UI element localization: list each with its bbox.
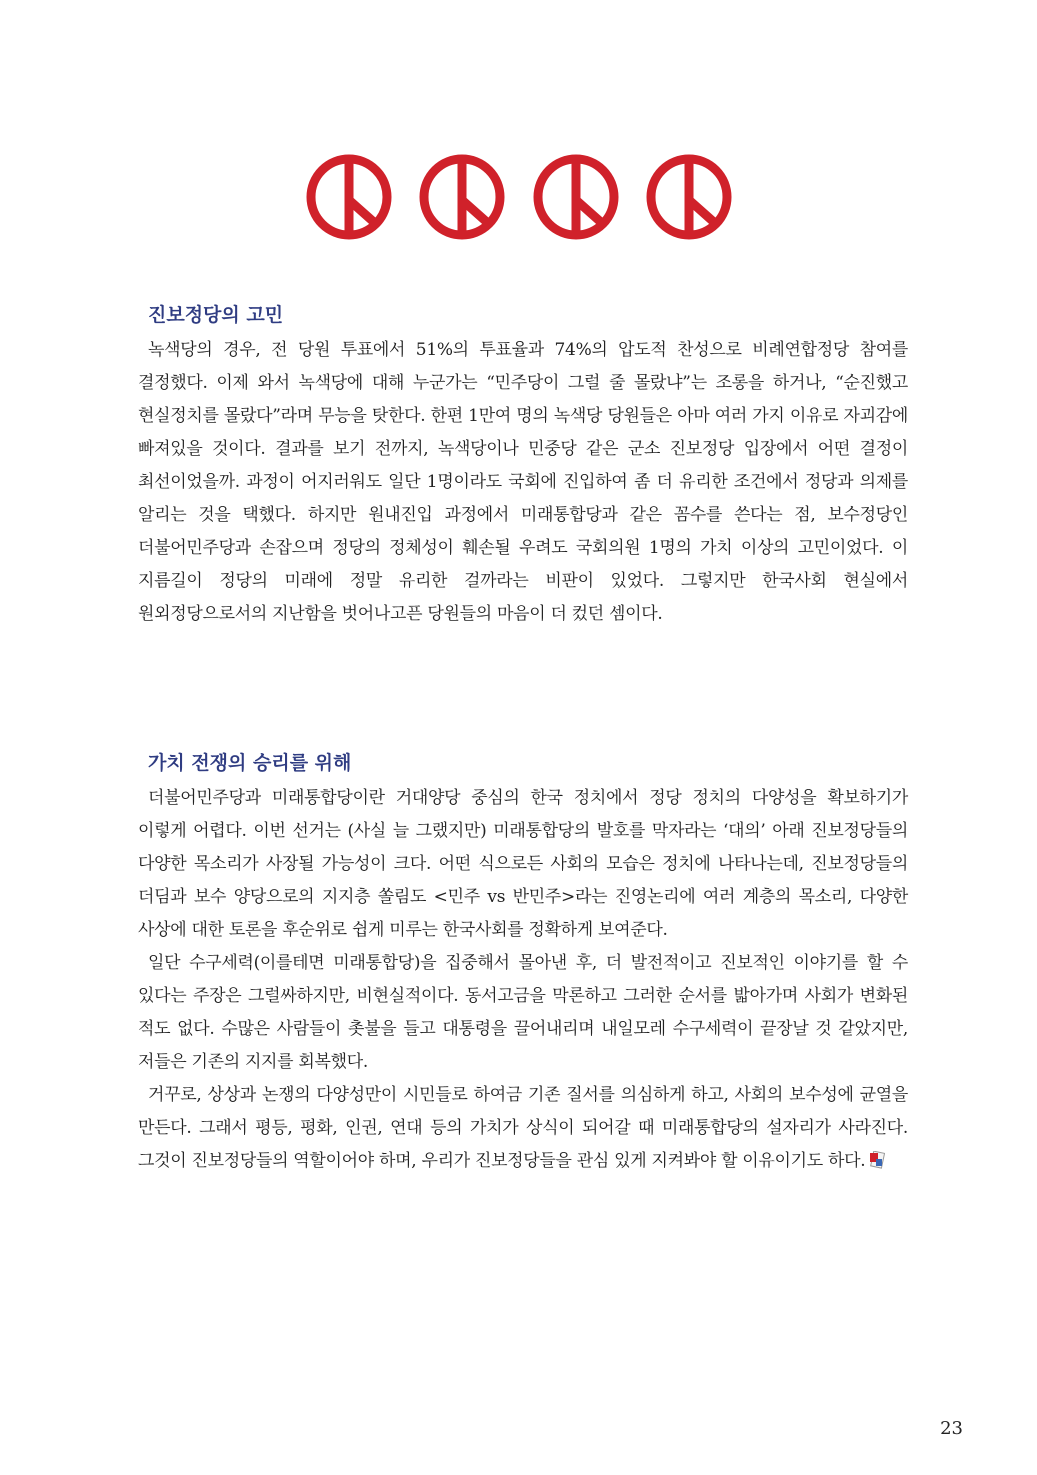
peace-ballot-mark-icon — [304, 152, 394, 242]
peace-ballot-mark-icon — [644, 152, 734, 242]
body-paragraph: 녹색당의 경우, 전 당원 투표에서 51%의 투표율과 74%의 압도적 찬성으로 비례연합정당 참여를 결정했다. 이제 와서 녹색당에 대해 누군가는 “민주당이 그럴 줄 몰랐냐”는 조롱을 하거나, “순진했고 현실정치를 몰랐다”라며 무능을 탓한다. 한편 1만여 명의 녹색당 당원들은 아마 여러 가지 이유로 자괴감에 빠져있을 것이다. 결과를 보기 전까지, 녹색당이나 민중당 같은 군소 진보정당 입장에서 어떤 결정이 최선이었을까. 과정이 어지러워도 일단 1명이라도 국회에 진입하여 좀 더 유리한 조건에서 정당과 의제를 알리는 것을 택했다. 하지만 원내진입 과정에서 미래통합당과 같은 꼼수를 쓴다는 점, 보수정당인 더불어민주당과 손잡으며 정당의 정체성이 훼손될 우려도 국회의원 1명의 가치 이상의 고민이었다. 이 지름길이 정당의 미래에 정말 유리한 걸까라는 비판이 있었다. 그렇지만 한국사회 현실에서 원외정당으로서의 지난함을 벗어나고픈 당원들의 마음이 더 컸던 셈이다. — [138, 340, 908, 624]
peace-ballot-mark-icon — [531, 152, 621, 242]
section-progressive-party-dilemma — [138, 300, 908, 631]
section-heading: 진보정당의 고민 — [148, 304, 284, 326]
page-number: 23 — [940, 1418, 963, 1439]
body-paragraph-text: 거꾸로, 상상과 논쟁의 다양성만이 시민들로 하여금 기존 질서를 의심하게 하고, 사회의 보수성에 균열을 만든다. 그래서 평등, 평화, 인권, 연대 등의 가치가 상식이 되어갈 때 미래통합당의 설자리가 사라진다. 그것이 진보정당들의 역할이어야 하며, 우리가 진보정당들을 관심 있게 지켜봐야 할 이유이기도 하다. — [138, 1085, 908, 1171]
section-heading: 가치 전쟁의 승리를 위해 — [148, 752, 352, 774]
peace-ballot-mark-icon — [417, 152, 507, 242]
body-paragraph: 일단 수구세력(이를테면 미래통합당)을 집중해서 몰아낸 후, 더 발전적이고 진보적인 이야기를 할 수 있다는 주장은 그럴싸하지만, 비현실적이다. 동서고금을 막론하고 그러한 순서를 밟아가며 사회가 변화된 적도 없다. 수많은 사람들이 촛불을 들고 대통령을 끌어내리며 내일모레 수구세력이 끝장날 것 같았지만, 저들은 기존의 지지를 회복했다. — [138, 953, 908, 1072]
body-paragraph: 더불어민주당과 미래통합당이란 거대양당 중심의 한국 정치에서 정당 정치의 다양성을 확보하기가 이렇게 어렵다. 이번 선거는 (사실 늘 그랬지만) 미래통합당의 발호를 막자라는 ‘대의’ 아래 진보정당들의 다양한 목소리가 사장될 가능성이 크다. 어떤 식으로든 사회의 모습은 정치에 나타나는데, 진보정당들의 더딤과 보수 양당으로의 지지층 쏠림도 <민주 vs 반민주>라는 진영논리에 여러 계층의 목소리, 다양한 사상에 대한 토론을 후순위로 쉽게 미루는 한국사회를 정확하게 보여준다. — [138, 788, 908, 940]
section-value-war — [138, 748, 908, 1178]
body-paragraph — [138, 1079, 908, 1178]
ballot-paper-icon — [869, 1151, 885, 1169]
peace-marks-row — [304, 152, 734, 242]
